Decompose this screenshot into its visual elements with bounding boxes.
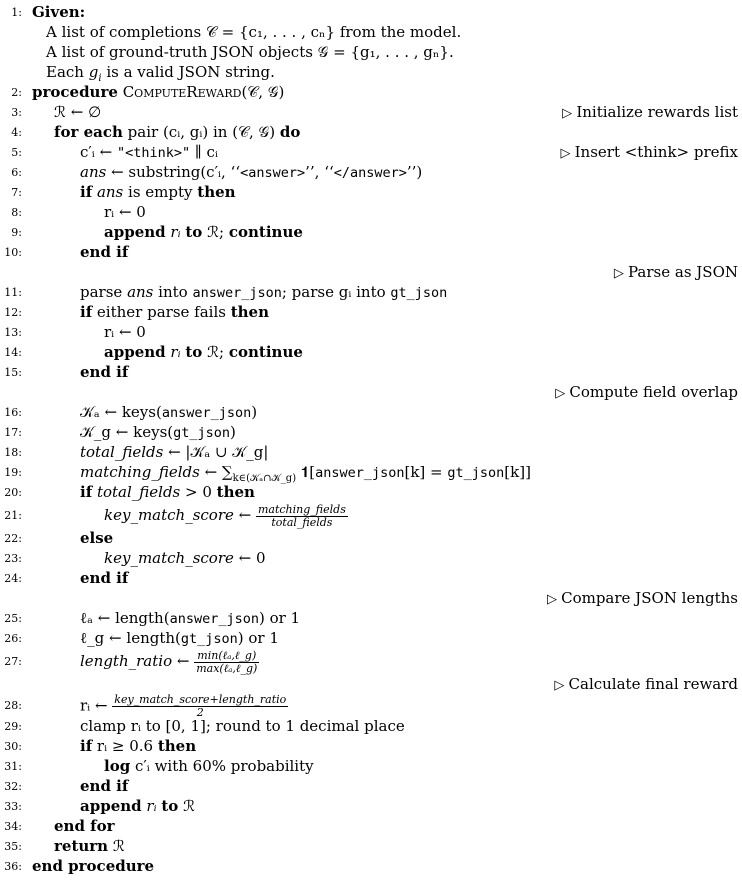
gt-json: gt_json bbox=[173, 425, 231, 441]
token: ← bbox=[233, 506, 256, 524]
keyword-end-if: end if bbox=[80, 777, 129, 795]
algo-line bbox=[0, 82, 742, 102]
answer-close-tag: </answer> bbox=[333, 165, 407, 181]
keyword-to: to bbox=[161, 797, 179, 815]
token: ; parse gᵢ into bbox=[281, 283, 391, 301]
token: either parse fails bbox=[92, 303, 231, 321]
line-code bbox=[54, 836, 125, 856]
token: into bbox=[153, 283, 193, 301]
algo-line bbox=[0, 548, 742, 568]
line-number: 8: bbox=[11, 206, 22, 219]
algo-line bbox=[0, 648, 742, 674]
line-number: 15: bbox=[4, 366, 22, 379]
token: rᵢ bbox=[141, 797, 162, 815]
line-code bbox=[80, 402, 257, 423]
line-code bbox=[32, 82, 284, 102]
token: ℛ bbox=[108, 837, 125, 855]
algo-line bbox=[0, 2, 742, 22]
sum-subscript: k∈(𝒦ₐ∩𝒦_g) bbox=[232, 473, 297, 484]
line-code bbox=[104, 756, 314, 776]
init-statement: ℛ ← ∅ bbox=[54, 103, 102, 121]
token: ) or 1 bbox=[237, 629, 279, 647]
token: is a valid JSON string. bbox=[101, 63, 275, 81]
algo-line bbox=[0, 102, 742, 122]
algo-line bbox=[0, 796, 742, 816]
token: c′ᵢ ← bbox=[80, 143, 117, 161]
line-number: 18: bbox=[4, 446, 22, 459]
keyword-append: append bbox=[104, 223, 166, 241]
line-number: 5: bbox=[11, 146, 22, 159]
token: ← |𝒦ₐ ∪ 𝒦_g| bbox=[163, 443, 269, 461]
line-number: 33: bbox=[4, 800, 22, 813]
line-number: 23: bbox=[4, 552, 22, 565]
token: c′ᵢ with 60% probability bbox=[130, 757, 314, 775]
ans-var: ans bbox=[127, 283, 154, 301]
given-label: Given: bbox=[32, 3, 86, 21]
algo-line bbox=[0, 342, 742, 362]
line-code bbox=[80, 482, 255, 502]
given-ground-truth: A list of ground-truth JSON objects 𝒢 = {g₁, . . . , gₙ}. bbox=[46, 43, 454, 61]
numerator: matching_fields bbox=[257, 502, 346, 516]
algo-line bbox=[0, 528, 742, 548]
answer-json: answer_json bbox=[161, 405, 252, 421]
keyword-if: if bbox=[80, 483, 93, 501]
keyword-log: log bbox=[104, 757, 131, 775]
line-code bbox=[80, 282, 447, 303]
keyword-to: to bbox=[185, 223, 203, 241]
token: rᵢ ← bbox=[80, 696, 113, 715]
line-number: 6: bbox=[11, 166, 22, 179]
algo-line bbox=[0, 628, 742, 648]
total-fields-var: total_fields bbox=[80, 443, 164, 461]
answer-open-tag: <answer> bbox=[240, 165, 306, 181]
keyword-do: do bbox=[279, 123, 301, 141]
line-code bbox=[80, 302, 269, 322]
algo-line bbox=[0, 22, 742, 42]
line-code bbox=[80, 776, 128, 796]
line-code bbox=[104, 342, 303, 362]
line-number: 3: bbox=[11, 106, 22, 119]
line-code bbox=[80, 242, 128, 262]
gt-json: gt_json bbox=[180, 631, 238, 647]
line-number: 31: bbox=[4, 760, 22, 773]
length-ratio-var: length_ratio bbox=[80, 652, 173, 670]
token: Each bbox=[46, 63, 89, 81]
keyword-for-each: for each bbox=[54, 123, 123, 141]
line-number: 27: bbox=[4, 655, 22, 668]
line-code bbox=[80, 716, 405, 736]
algo-line bbox=[0, 776, 742, 796]
line-code bbox=[80, 142, 218, 163]
line-number: 2: bbox=[11, 86, 22, 99]
line-code bbox=[80, 528, 113, 548]
line-code bbox=[54, 816, 115, 836]
token: ℓₐ ← length( bbox=[80, 609, 170, 627]
token: ℛ bbox=[178, 797, 196, 815]
line-code bbox=[46, 42, 454, 62]
keyword-end-if: end if bbox=[80, 569, 129, 587]
token: ℛ; bbox=[202, 343, 229, 361]
ans-var: ans bbox=[80, 163, 107, 181]
keyword-if: if bbox=[80, 737, 93, 755]
line-code bbox=[104, 322, 146, 342]
algo-line bbox=[0, 756, 742, 776]
line-comment: ▷ Initialize rewards list bbox=[562, 102, 738, 124]
keyword-if: if bbox=[80, 303, 93, 321]
keyword-procedure: procedure bbox=[32, 83, 118, 101]
algo-line bbox=[0, 716, 742, 736]
think-string: "<think>" bbox=[116, 145, 191, 161]
line-number: 21: bbox=[4, 509, 22, 522]
line-code bbox=[54, 122, 300, 142]
line-number: 12: bbox=[4, 306, 22, 319]
token: ) bbox=[251, 403, 258, 421]
given-completions: A list of completions 𝒞 = {c₁, . . . , cₙ} from the model. bbox=[46, 23, 462, 41]
gt-json: gt_json bbox=[390, 285, 448, 301]
line-number: 20: bbox=[4, 486, 22, 499]
line-code bbox=[32, 2, 85, 22]
algo-line bbox=[0, 502, 742, 528]
line-code bbox=[46, 22, 461, 42]
answer-json: answer_json bbox=[169, 611, 259, 627]
line-code bbox=[80, 442, 268, 462]
line-code bbox=[80, 182, 236, 202]
keyword-return: return bbox=[54, 837, 109, 855]
keyword-else: else bbox=[80, 529, 114, 547]
line-code bbox=[80, 568, 128, 588]
algo-line bbox=[0, 462, 742, 482]
line-number: 11: bbox=[4, 286, 22, 299]
line-number: 30: bbox=[4, 740, 22, 753]
line-number: 1: bbox=[11, 6, 22, 19]
algo-line bbox=[0, 142, 742, 162]
line-comment: ▷ Compare JSON lengths bbox=[547, 588, 738, 610]
matching-fields-var: matching_fields bbox=[80, 463, 200, 481]
keyword-end-if: end if bbox=[80, 363, 129, 381]
keyword-continue: continue bbox=[228, 223, 303, 241]
line-number: 19: bbox=[4, 466, 22, 479]
token: ) bbox=[230, 423, 236, 441]
keyword-continue: continue bbox=[228, 343, 303, 361]
line-code bbox=[104, 502, 348, 529]
token: rᵢ ≥ 0.6 bbox=[92, 737, 158, 755]
keyword-to: to bbox=[185, 343, 203, 361]
total-fields-var: total_fields bbox=[96, 483, 181, 501]
algo-line bbox=[0, 674, 742, 694]
line-number: 16: bbox=[4, 406, 22, 419]
line-number: 22: bbox=[4, 532, 22, 545]
answer-json: answer_json bbox=[315, 465, 405, 481]
algo-line bbox=[0, 693, 742, 719]
algo-line bbox=[0, 856, 742, 876]
line-number: 26: bbox=[4, 632, 22, 645]
line-code bbox=[104, 202, 146, 222]
key-match-score-var: key_match_score bbox=[104, 506, 234, 524]
line-comment: ▷ Calculate final reward bbox=[554, 674, 738, 696]
line-code bbox=[32, 856, 154, 876]
algo-line bbox=[0, 42, 742, 62]
algo-line bbox=[0, 588, 742, 608]
line-code bbox=[80, 796, 195, 816]
line-number: 34: bbox=[4, 820, 22, 833]
token: ← 0 bbox=[233, 549, 266, 567]
algo-line bbox=[0, 182, 742, 202]
answer-json: answer_json bbox=[192, 285, 282, 301]
procedure-name: ComputeReward bbox=[122, 83, 242, 101]
algo-line bbox=[0, 242, 742, 262]
line-number: 4: bbox=[11, 126, 22, 139]
token: ← ∑ bbox=[199, 463, 233, 481]
keyword-if: if bbox=[80, 183, 93, 201]
line-number: 29: bbox=[4, 720, 22, 733]
keyword-then: then bbox=[230, 303, 270, 321]
algo-line bbox=[0, 362, 742, 382]
line-number: 25: bbox=[4, 612, 22, 625]
keyword-end-procedure: end procedure bbox=[32, 857, 155, 875]
keyword-end-if: end if bbox=[80, 243, 129, 261]
clamp-statement: clamp rᵢ to [0, 1]; round to 1 decimal place bbox=[80, 717, 405, 735]
line-code bbox=[80, 422, 236, 443]
line-number: 24: bbox=[4, 572, 22, 585]
length-ratio-fraction bbox=[194, 650, 259, 675]
line-comment: ▷ Insert <think> prefix bbox=[560, 142, 738, 164]
line-number: 17: bbox=[4, 426, 22, 439]
numerator: min(ℓₐ,ℓ_g) bbox=[194, 650, 259, 663]
line-comment: ▷ Compute field overlap bbox=[555, 382, 738, 404]
keyword-append: append bbox=[80, 797, 142, 815]
keyword-end-for: end for bbox=[54, 817, 115, 835]
token: ’’) bbox=[406, 163, 423, 181]
line-number: 9: bbox=[11, 226, 22, 239]
token: [k] = bbox=[404, 463, 448, 481]
algo-line bbox=[0, 222, 742, 242]
token: ’’, ‘‘ bbox=[305, 163, 334, 181]
token: 𝟏[ bbox=[296, 463, 316, 481]
token: ← bbox=[172, 652, 195, 670]
algo-line bbox=[0, 202, 742, 222]
line-code bbox=[80, 362, 128, 382]
line-number: 28: bbox=[4, 699, 22, 712]
line-number: 10: bbox=[4, 246, 22, 259]
procedure-args: (𝒞, 𝒢) bbox=[241, 83, 285, 101]
keyword-then: then bbox=[157, 737, 197, 755]
denominator: max(ℓₐ,ℓ_g) bbox=[196, 661, 258, 675]
token: parse bbox=[80, 283, 128, 301]
key-match-score-var: key_match_score bbox=[104, 549, 234, 567]
algo-line bbox=[0, 422, 742, 442]
algo-line bbox=[0, 442, 742, 462]
algo-line bbox=[0, 322, 742, 342]
algo-line bbox=[0, 162, 742, 182]
key-match-fraction bbox=[256, 504, 348, 529]
line-number: 36: bbox=[4, 860, 22, 873]
algo-line bbox=[0, 262, 742, 282]
token: rᵢ bbox=[165, 223, 186, 241]
ans-var: ans bbox=[96, 183, 124, 201]
token: ) or 1 bbox=[258, 609, 301, 627]
gi-var: $g_i$ bbox=[88, 63, 102, 84]
line-number: 7: bbox=[11, 186, 22, 199]
algo-line bbox=[0, 62, 742, 82]
algo-line bbox=[0, 736, 742, 756]
line-comment: ▷ Parse as JSON bbox=[614, 262, 738, 284]
line-code bbox=[80, 628, 279, 649]
token: ← substring(c′ᵢ, ‘‘ bbox=[106, 163, 241, 181]
token: ℓ_g ← length( bbox=[80, 629, 181, 647]
line-number: 13: bbox=[4, 326, 22, 339]
algo-line bbox=[0, 568, 742, 588]
token: 𝒦ₐ ← keys( bbox=[80, 403, 162, 421]
token: is empty bbox=[123, 183, 198, 201]
token: ℛ; bbox=[202, 223, 229, 241]
algo-line bbox=[0, 402, 742, 422]
algo-line bbox=[0, 282, 742, 302]
numerator: key_match_score+length_ratio bbox=[114, 693, 287, 706]
for-pair: pair (cᵢ, gᵢ) in (𝒞, 𝒢) bbox=[122, 123, 280, 141]
algo-line bbox=[0, 382, 742, 402]
line-code bbox=[104, 548, 266, 568]
reward-zero: rᵢ ← 0 bbox=[104, 203, 146, 221]
keyword-then: then bbox=[197, 183, 236, 201]
line-code bbox=[104, 222, 303, 242]
token: > 0 bbox=[180, 483, 217, 501]
algo-line bbox=[0, 836, 742, 856]
line-code bbox=[80, 608, 300, 629]
token: 𝒦_g ← keys( bbox=[80, 423, 174, 441]
keyword-then: then bbox=[216, 483, 255, 501]
line-code bbox=[80, 648, 259, 675]
line-number: 14: bbox=[4, 346, 22, 359]
gt-json: gt_json bbox=[447, 465, 505, 481]
line-number: 35: bbox=[4, 840, 22, 853]
algo-line bbox=[0, 608, 742, 628]
denominator: 2 bbox=[196, 706, 204, 719]
algo-line bbox=[0, 122, 742, 142]
algo-line bbox=[0, 482, 742, 502]
line-code bbox=[80, 162, 422, 183]
line-number: 32: bbox=[4, 780, 22, 793]
line-code bbox=[80, 736, 196, 756]
reward-zero: rᵢ ← 0 bbox=[104, 323, 146, 341]
token: ∥ cᵢ bbox=[190, 143, 218, 161]
algo-line bbox=[0, 816, 742, 836]
line-code bbox=[54, 102, 101, 122]
token: [k]] bbox=[504, 463, 531, 481]
keyword-append: append bbox=[104, 343, 166, 361]
denominator: total_fields bbox=[271, 515, 333, 529]
token: rᵢ bbox=[165, 343, 186, 361]
algo-line bbox=[0, 302, 742, 322]
